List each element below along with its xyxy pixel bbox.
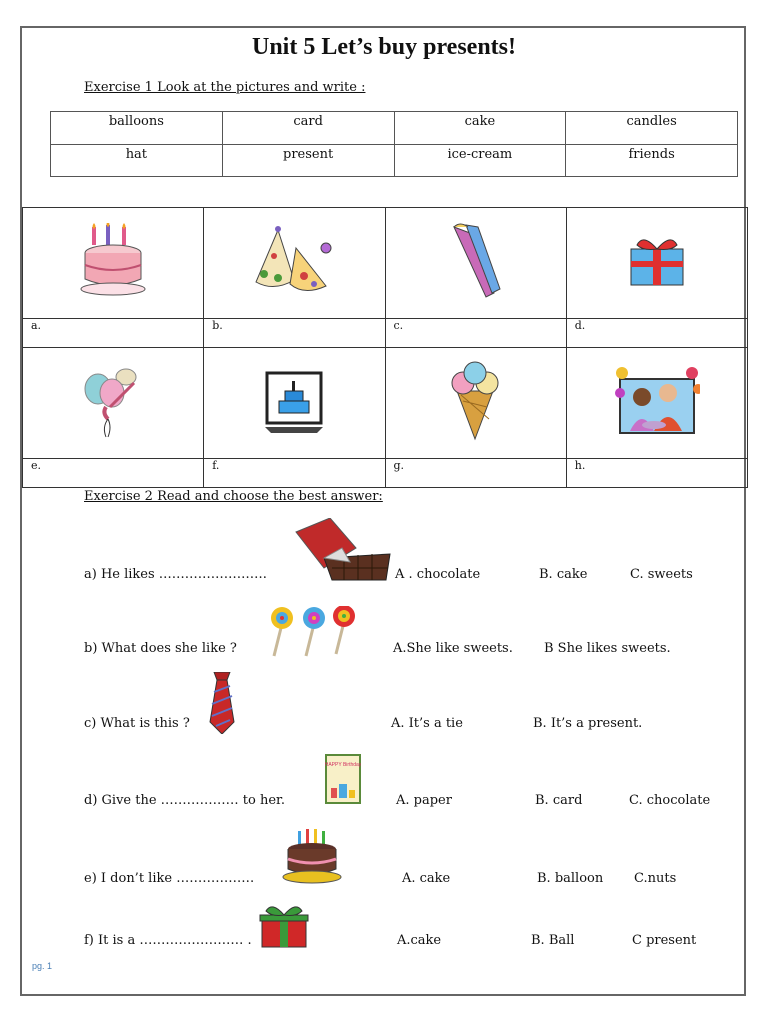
word-cell: cake (394, 112, 566, 145)
birthday-cake-icon (78, 223, 148, 299)
answer-label: h. (566, 458, 747, 487)
lollipops-icon (268, 606, 360, 658)
word-cell: present (222, 144, 394, 177)
answer-label: c. (385, 318, 566, 347)
answer-label: f. (204, 458, 385, 487)
question-a: a) He likes ……………………. (84, 567, 267, 582)
page-title: Unit 5 Let’s buy presents! (251, 34, 516, 60)
option-e-3: C.nuts (634, 871, 677, 886)
option-f-3: C present (632, 933, 697, 948)
question-f: f) It is a …………………… . (84, 933, 252, 948)
question-c: c) What is this ? (84, 716, 190, 731)
option-c-2: B. It’s a present. (533, 716, 643, 731)
option-e-1: A. cake (402, 871, 451, 886)
friends-party-icon (614, 365, 700, 437)
picture-cell (385, 347, 566, 458)
picture-cell (204, 347, 385, 458)
option-a-2: B. cake (539, 567, 588, 582)
ice-cream-icon (445, 361, 507, 441)
answer-label: g. (385, 458, 566, 487)
question-e: e) I don’t like ……………… (84, 871, 255, 886)
answer-label: e. (23, 458, 204, 487)
option-a-3: C. sweets (630, 567, 693, 582)
word-cell: friends (566, 144, 738, 177)
option-b-2: B She likes sweets. (544, 641, 671, 656)
answer-label: d. (566, 318, 747, 347)
page-number: pg. 1 (32, 961, 53, 971)
present-icon (258, 903, 310, 949)
picture-cell (566, 208, 747, 319)
option-f-1: A.cake (397, 933, 442, 948)
option-d-1: A. paper (396, 793, 452, 808)
picture-cell (566, 347, 747, 458)
picture-cell (385, 208, 566, 319)
chocolate-icon (294, 518, 394, 584)
party-hats-icon (252, 226, 336, 296)
word-bank-row (51, 112, 738, 145)
question-d: d) Give the ……………… to her. (84, 793, 285, 808)
balloons-icon (82, 363, 144, 439)
answer-label: b. (204, 318, 385, 347)
answer-label: a. (23, 318, 204, 347)
framed-cake-icon (263, 369, 325, 433)
exercise2-heading: Exercise 2 Read and choose the best answer: (84, 489, 383, 504)
word-cell: card (222, 112, 394, 145)
picture-cell (23, 347, 204, 458)
question-b: b) What does she like ? (84, 641, 237, 656)
word-bank-row (51, 144, 738, 177)
birthday-card-icon (325, 754, 361, 804)
card-text: HAPPY Birthday (325, 762, 361, 768)
option-f-2: B. Ball (531, 933, 575, 948)
picture-cell (23, 208, 204, 319)
gift-box-icon (625, 233, 689, 289)
option-e-2: B. balloon (537, 871, 604, 886)
picture-table (22, 207, 748, 488)
word-bank-table (50, 111, 738, 177)
candles-icon (448, 223, 504, 299)
exercise1-heading: Exercise 1 Look at the pictures and write : (84, 80, 366, 95)
word-cell: hat (51, 144, 223, 177)
option-c-1: A. It’s a tie (391, 716, 463, 731)
word-cell: ice-cream (394, 144, 566, 177)
option-b-1: A.She like sweets. (393, 641, 513, 656)
option-d-2: B. card (535, 793, 583, 808)
picture-cell (204, 208, 385, 319)
word-cell: candles (566, 112, 738, 145)
tie-icon (208, 672, 236, 734)
word-cell: balloons (51, 112, 223, 145)
birthday-cake-icon (282, 829, 342, 885)
option-a-1: A . chocolate (395, 567, 481, 582)
option-d-3: C. chocolate (629, 793, 711, 808)
